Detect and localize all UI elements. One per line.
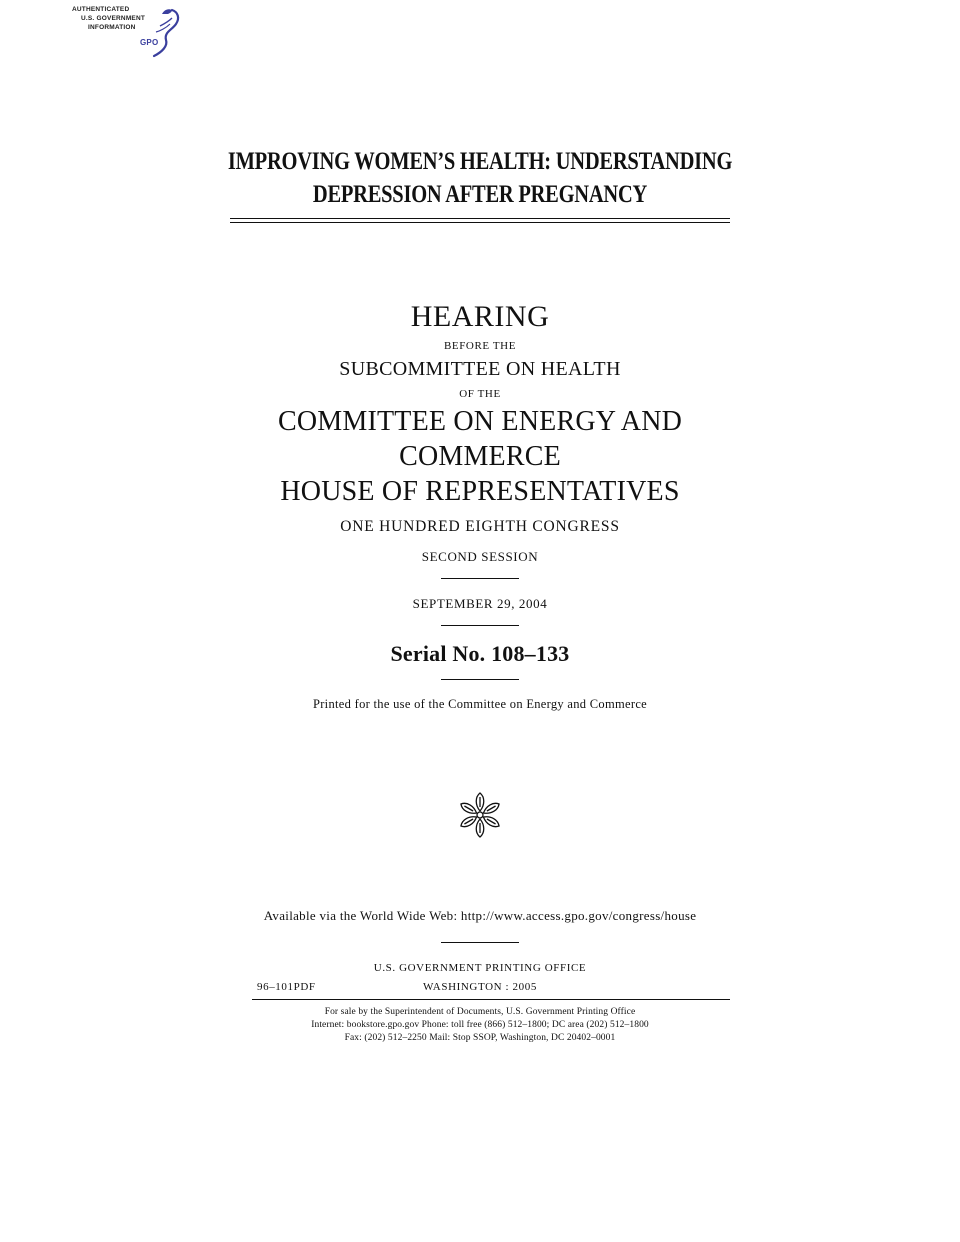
house-of-representatives: HOUSE OF REPRESENTATIVES [280, 476, 680, 507]
job-number: 96–101PDF [257, 981, 316, 993]
footer-internet-phone: Internet: bookstore.gpo.gov Phone: toll free (866) 512–1800; DC area (202) 512–1800 [311, 1020, 649, 1030]
subcommittee-name: SUBCOMMITTEE ON HEALTH [339, 358, 621, 380]
serial-number: Serial No. 108–133 [390, 641, 570, 666]
web-availability-note: Available via the World Wide Web: http://www.access.gpo.gov/congress/house [263, 908, 697, 923]
divider-rule-2 [441, 625, 519, 626]
document-title-line-1: IMPROVING WOMEN’S HEALTH: UNDERSTANDING [227, 148, 733, 175]
seal-gpo-mark: GPO [140, 38, 159, 47]
of-the-label: OF THE [459, 388, 501, 400]
title-rule-top [230, 218, 730, 219]
hearing-heading: HEARING [410, 300, 550, 333]
printer-ornament-icon [454, 789, 506, 841]
divider-rule-1 [441, 578, 519, 579]
seal-text-line-2: U.S. GOVERNMENT [81, 15, 146, 22]
divider-rule-4 [441, 942, 519, 943]
footer-sale-note: For sale by the Superintendent of Documents, U.S. Government Printing Office [324, 1007, 636, 1017]
title-rule-bottom [230, 222, 730, 223]
printing-office-name: U.S. GOVERNMENT PRINTING OFFICE [373, 962, 587, 974]
eagle-icon [142, 4, 182, 58]
hearing-date: SEPTEMBER 29, 2004 [412, 596, 548, 611]
seal-text-line-1: AUTHENTICATED [72, 6, 130, 13]
printed-for-note: Printed for the use of the Committee on Energy and Commerce [312, 697, 648, 711]
committee-name-line-1: COMMITTEE ON ENERGY AND [277, 406, 683, 437]
document-title-line-2: DEPRESSION AFTER PREGNANCY [312, 181, 648, 208]
committee-name-line-2: COMMERCE [399, 441, 561, 472]
before-the-label: BEFORE THE [443, 340, 517, 352]
seal-text-line-3: INFORMATION [88, 24, 136, 31]
printing-place-date: WASHINGTON : 2005 [423, 981, 537, 993]
divider-rule-3 [441, 679, 519, 680]
footer-rule [252, 999, 730, 1000]
session-label: SECOND SESSION [421, 549, 539, 564]
congress-number: ONE HUNDRED EIGHTH CONGRESS [340, 518, 620, 535]
gpo-authentication-seal [72, 4, 182, 58]
footer-fax-mail: Fax: (202) 512–2250 Mail: Stop SSOP, Washington, DC 20402–0001 [344, 1033, 616, 1043]
